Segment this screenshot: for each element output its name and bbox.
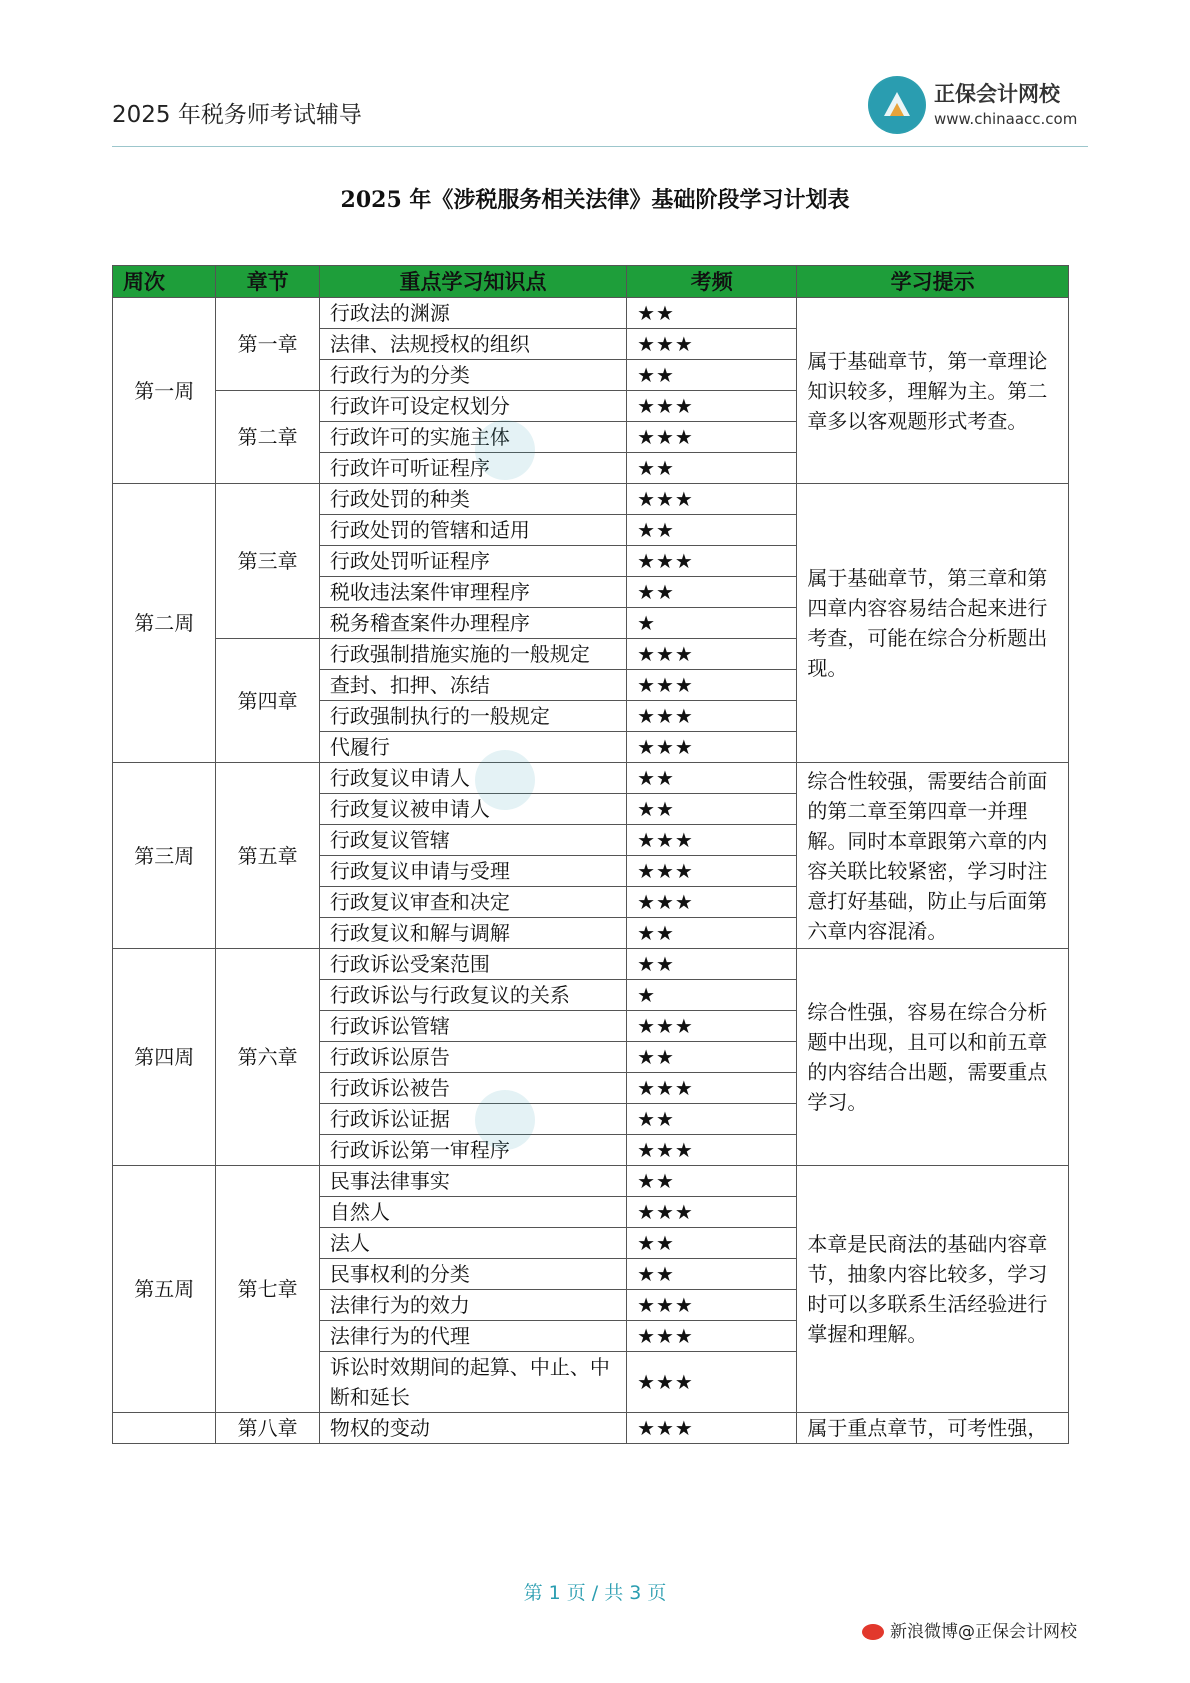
frequency-cell: ★★	[627, 949, 797, 980]
topic-cell: 民事权利的分类	[319, 1259, 626, 1290]
frequency-cell: ★★★	[627, 1073, 797, 1104]
frequency-cell: ★	[627, 608, 797, 639]
topic-cell: 法人	[319, 1228, 626, 1259]
table-row	[113, 484, 1069, 515]
topic-cell: 行政处罚的管辖和适用	[319, 515, 626, 546]
weibo-credit-text: 新浪微博@正保会计网校	[890, 1622, 1077, 1642]
frequency-cell: ★★★	[627, 1413, 797, 1444]
frequency-cell: ★★	[627, 1042, 797, 1073]
study-tip-cell: 属于重点章节，可考性强，	[797, 1413, 1069, 1444]
frequency-cell: ★★★	[627, 391, 797, 422]
topic-cell: 行政处罚的种类	[319, 484, 626, 515]
frequency-cell: ★★★	[627, 422, 797, 453]
topic-cell: 行政复议申请人	[319, 763, 626, 794]
week-cell: 第二周	[113, 484, 216, 763]
week-cell: 第三周	[113, 763, 216, 949]
frequency-cell: ★★	[627, 453, 797, 484]
topic-cell: 自然人	[319, 1197, 626, 1228]
chapter-cell: 第一章	[216, 298, 319, 391]
topic-cell: 行政诉讼管辖	[319, 1011, 626, 1042]
frequency-cell: ★★	[627, 1228, 797, 1259]
topic-cell: 行政强制措施实施的一般规定	[319, 639, 626, 670]
table-row	[113, 298, 1069, 329]
topic-cell: 行政复议审查和决定	[319, 887, 626, 918]
frequency-cell: ★★★	[627, 329, 797, 360]
topic-cell: 法律行为的代理	[319, 1321, 626, 1352]
topic-cell: 代履行	[319, 732, 626, 763]
topic-cell: 行政复议申请与受理	[319, 856, 626, 887]
topic-cell: 法律行为的效力	[319, 1290, 626, 1321]
topic-cell: 税务稽查案件办理程序	[319, 608, 626, 639]
brand-logo	[868, 72, 1088, 138]
brand-url: www.chinaacc.com	[934, 110, 1078, 128]
chapter-cell: 第八章	[216, 1413, 319, 1444]
topic-cell: 税收违法案件审理程序	[319, 577, 626, 608]
frequency-cell: ★★	[627, 577, 797, 608]
topic-cell: 行政法的渊源	[319, 298, 626, 329]
frequency-cell: ★★	[627, 515, 797, 546]
frequency-cell: ★★★	[627, 856, 797, 887]
frequency-cell: ★★★	[627, 1321, 797, 1352]
frequency-cell: ★★	[627, 1104, 797, 1135]
frequency-cell: ★★	[627, 794, 797, 825]
study-tip-cell: 属于基础章节，第一章理论知识较多，理解为主。第二章多以客观题形式考查。	[797, 298, 1069, 484]
topic-cell: 物权的变动	[319, 1413, 626, 1444]
week-cell: 第四周	[113, 949, 216, 1166]
chapter-cell: 第四章	[216, 639, 319, 763]
topic-cell: 行政诉讼受案范围	[319, 949, 626, 980]
table-row	[113, 1413, 1069, 1444]
week-cell: 第一周	[113, 298, 216, 484]
frequency-cell: ★★	[627, 360, 797, 391]
frequency-cell: ★★★	[627, 701, 797, 732]
study-plan-table	[112, 265, 1069, 1444]
header-divider	[112, 146, 1088, 147]
column-header: 考频	[627, 266, 797, 298]
topic-cell: 行政诉讼第一审程序	[319, 1135, 626, 1166]
study-tip-cell: 综合性较强，需要结合前面的第二章至第四章一并理解。同时本章跟第六章的内容关联比较紧密，学习时注意打好基础，防止与后面第六章内容混淆。	[797, 763, 1069, 949]
column-header: 周次	[113, 266, 216, 298]
week-cell	[113, 1413, 216, 1444]
frequency-cell: ★★★	[627, 670, 797, 701]
frequency-cell: ★★★	[627, 484, 797, 515]
topic-cell: 行政诉讼与行政复议的关系	[319, 980, 626, 1011]
frequency-cell: ★★★	[627, 1011, 797, 1042]
topic-cell: 行政诉讼原告	[319, 1042, 626, 1073]
frequency-cell: ★★★	[627, 546, 797, 577]
week-cell: 第五周	[113, 1166, 216, 1413]
table-header-row	[113, 266, 1069, 298]
page-indicator: 第 1 页 / 共 3 页	[523, 1582, 667, 1604]
topic-cell: 诉讼时效期间的起算、中止、中断和延长	[319, 1352, 626, 1413]
study-tip-cell: 综合性强，容易在综合分析题中出现，且可以和前五章的内容结合出题，需要重点学习。	[797, 949, 1069, 1166]
frequency-cell: ★★★	[627, 1135, 797, 1166]
frequency-cell: ★★★	[627, 1197, 797, 1228]
frequency-cell: ★	[627, 980, 797, 1011]
table-row	[113, 1166, 1069, 1197]
topic-cell: 行政强制执行的一般规定	[319, 701, 626, 732]
frequency-cell: ★★	[627, 298, 797, 329]
frequency-cell: ★★	[627, 763, 797, 794]
topic-cell: 行政行为的分类	[319, 360, 626, 391]
topic-cell: 查封、扣押、冻结	[319, 670, 626, 701]
topic-cell: 民事法律事实	[319, 1166, 626, 1197]
topic-cell: 行政诉讼证据	[319, 1104, 626, 1135]
frequency-cell: ★★★	[627, 1290, 797, 1321]
table-row	[113, 949, 1069, 980]
chapter-cell: 第七章	[216, 1166, 319, 1413]
frequency-cell: ★★★	[627, 639, 797, 670]
column-header: 学习提示	[797, 266, 1069, 298]
study-tip-cell: 属于基础章节，第三章和第四章内容容易结合起来进行考查，可能在综合分析题出现。	[797, 484, 1069, 763]
column-header: 章节	[216, 266, 319, 298]
chapter-cell: 第二章	[216, 391, 319, 484]
weibo-credit	[862, 1617, 1077, 1642]
weibo-icon	[862, 1624, 884, 1640]
brand-name: 正保会计网校	[934, 82, 1060, 106]
table-row	[113, 763, 1069, 794]
topic-cell: 行政复议管辖	[319, 825, 626, 856]
topic-cell: 行政许可设定权划分	[319, 391, 626, 422]
chapter-cell: 第五章	[216, 763, 319, 949]
frequency-cell: ★★	[627, 918, 797, 949]
frequency-cell: ★★★	[627, 825, 797, 856]
frequency-cell: ★★	[627, 1259, 797, 1290]
chapter-cell: 第六章	[216, 949, 319, 1166]
topic-cell: 行政许可听证程序	[319, 453, 626, 484]
frequency-cell: ★★★	[627, 1352, 797, 1413]
table-body	[113, 298, 1069, 1444]
frequency-cell: ★★★	[627, 732, 797, 763]
chinaacc-logo-icon	[868, 76, 926, 134]
topic-cell: 行政诉讼被告	[319, 1073, 626, 1104]
chapter-cell: 第三章	[216, 484, 319, 639]
study-tip-cell: 本章是民商法的基础内容章节，抽象内容比较多，学习时可以多联系生活经验进行掌握和理解。	[797, 1166, 1069, 1413]
frequency-cell: ★★	[627, 1166, 797, 1197]
document-title: 2025 年《涉税服务相关法律》基础阶段学习计划表	[340, 187, 850, 213]
topic-cell: 行政许可的实施主体	[319, 422, 626, 453]
header-title: 2025 年税务师考试辅导	[112, 102, 362, 128]
topic-cell: 行政处罚听证程序	[319, 546, 626, 577]
frequency-cell: ★★★	[627, 887, 797, 918]
topic-cell: 行政复议被申请人	[319, 794, 626, 825]
column-header: 重点学习知识点	[319, 266, 626, 298]
topic-cell: 行政复议和解与调解	[319, 918, 626, 949]
topic-cell: 法律、法规授权的组织	[319, 329, 626, 360]
